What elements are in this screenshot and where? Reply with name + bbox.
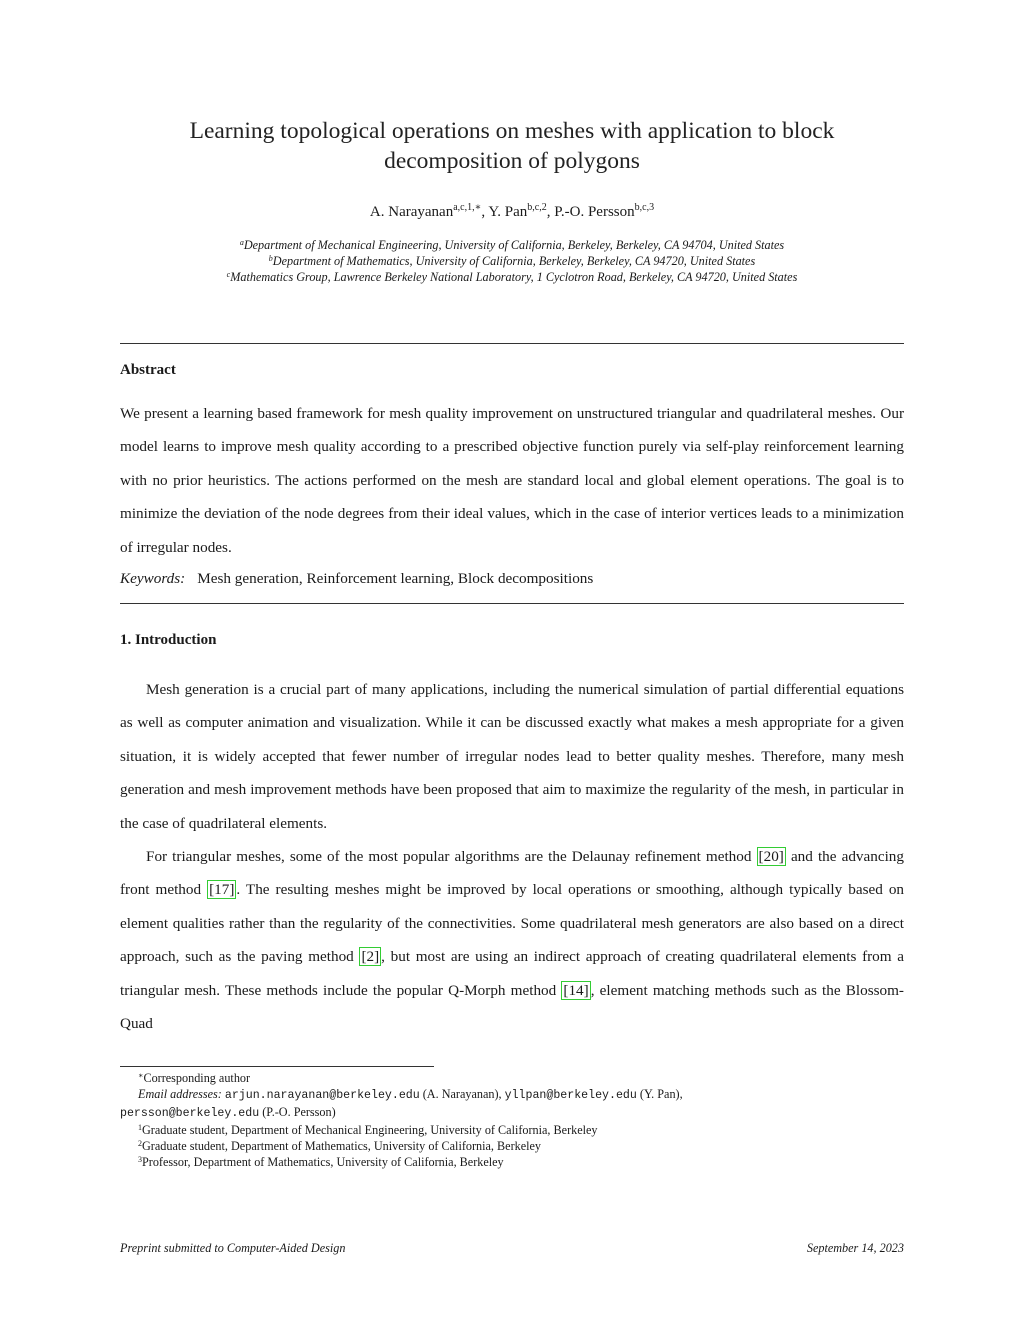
footnote-rule — [120, 1066, 434, 1067]
arxiv-sidebar — [20, 352, 76, 942]
paragraph-text: and the advancing front method — [120, 848, 904, 899]
abstract-bottom-rule — [120, 603, 904, 604]
introduction-body — [120, 673, 904, 1040]
footnote-3 — [120, 1154, 904, 1170]
author-affil-marks: a,c,1,∗ — [453, 202, 482, 213]
intro-paragraph-1: Mesh generation is a crucial part of many applications, including the numerical simulation of partial differential equations as well as computer animation and visualization. While it can be discussed exactly what makes a mesh appropriate for a given situation, it is widely accepted that fewer number of irregular nodes lead to better quality meshes. Therefore, many mesh generation and mesh improvement methods have been proposed that aim to maximize the regularity of the mesh, in particular in the case of quadrilateral elements. — [120, 681, 904, 832]
abstract-heading: Abstract — [120, 362, 176, 378]
footnote-text: Graduate student, Department of Mechanical Engineering, University of California, Berkeley — [142, 1123, 598, 1137]
abstract-text: We present a learning based framework for mesh quality improvement on unstructured triangular and quadrilateral meshes. Our model learns to improve mesh quality according to a prescribed objective function purely via self-play reinforcement learning with no prior heuristics. The actions performed on the mesh are standard local and global element operations. The goal is to minimize the deviation of the node degrees from their ideal values, which in the case of interior vertices leads to a minimization of irregular nodes. — [120, 405, 904, 556]
affiliation-mark: c — [226, 270, 231, 279]
keywords-label: Keywords: — [120, 570, 186, 587]
footnote-mark: 1 — [138, 1123, 142, 1132]
paragraph-text: , but most are using an indirect approach of creating quadrilateral elements from a triangular mesh. These methods include the popular Q-Morph method — [120, 948, 905, 999]
footnote-corresponding — [120, 1070, 904, 1086]
keywords-line — [120, 567, 904, 591]
abstract-body — [120, 397, 904, 564]
email-owner: (Y. Pan), — [636, 1087, 683, 1101]
email-link[interactable]: yllpan@berkeley.edu — [504, 1089, 637, 1102]
affiliation-mark: b — [268, 254, 273, 263]
author-affil-marks: b,c,2 — [527, 202, 547, 213]
affiliation-text: Department of Mechanical Engineering, University of California, Berkeley, Berkeley, CA 94704, United States — [243, 238, 785, 252]
affiliation-text: Mathematics Group, Lawrence Berkeley National Laboratory, 1 Cyclotron Road, Berkeley, CA 94720, United States — [230, 270, 798, 284]
page-footer — [120, 1241, 904, 1256]
email-link[interactable]: persson@berkeley.edu — [120, 1107, 260, 1120]
author-name: P.-O. Persson — [554, 204, 635, 220]
footnote-2 — [120, 1138, 904, 1154]
title-line-2: decomposition of polygons — [384, 148, 640, 174]
footnote-emails-cont — [120, 1104, 904, 1122]
paragraph-text: , element matching methods such as the Blossom-Quad — [120, 981, 904, 1033]
author-name: A. Narayanan — [369, 204, 454, 220]
paragraph-text: For triangular meshes, some of the most popular algorithms are the Delaunay refinement method — [146, 848, 757, 866]
affiliation-list — [120, 237, 904, 285]
footnote-mark: 2 — [138, 1139, 142, 1148]
footnote-1 — [120, 1122, 904, 1138]
abstract-top-rule — [120, 343, 904, 344]
affiliation-mark: a — [239, 238, 244, 247]
affiliation-text: Department of Mathematics, University of California, Berkeley, Berkeley, CA 94720, United States — [272, 254, 756, 268]
citation-link[interactable]: [20] — [758, 848, 784, 866]
footnote-mark: 3 — [138, 1155, 142, 1164]
email-link[interactable]: arjun.narayanan@berkeley.edu — [224, 1089, 420, 1102]
footnote-text: Professor, Department of Mathematics, University of California, Berkeley — [142, 1155, 504, 1169]
affiliation-item — [120, 269, 904, 285]
affiliation-item — [120, 253, 904, 269]
citation-link[interactable]: [2] — [361, 948, 380, 966]
footer-preprint-note: Preprint submitted to Computer-Aided Design — [120, 1241, 346, 1255]
email-owner: (P.-O. Persson) — [259, 1105, 336, 1119]
author-affil-marks: b,c,3 — [634, 202, 655, 213]
citation-link[interactable]: [17] — [209, 881, 235, 899]
paragraph-text: . The resulting meshes might be improved by local operations or smoothing, although typically based on element qualities rather than the regularity of the connectivities. Some quadrilateral mesh generators are also based on a direct approach, such as the paving method — [120, 881, 905, 966]
footer-date: September 14, 2023 — [806, 1241, 904, 1255]
footnote-emails — [120, 1086, 904, 1104]
intro-paragraph-2 — [120, 840, 904, 1040]
affiliation-item — [120, 237, 904, 253]
footnotes — [120, 1070, 904, 1170]
citation-link[interactable]: [14] — [563, 981, 589, 999]
author-list: A. Narayanan$^{a,c,1,∗}$, Y. Pan$^{b,c,2}$, P.-O. Persson$^{b,c,3}$ — [369, 202, 655, 220]
keywords-text: Mesh generation, Reinforcement learning, Block decompositions — [197, 570, 594, 587]
footnote-text: Graduate student, Department of Mathematics, University of California, Berkeley — [142, 1139, 542, 1153]
email-label: Email addresses: — [138, 1087, 222, 1101]
section-heading-introduction: 1. Introduction — [120, 632, 217, 648]
email-owner: (A. Narayanan), — [419, 1087, 505, 1101]
footnote-mark: ∗ — [138, 1071, 144, 1080]
author-name: Y. Pan — [488, 204, 528, 220]
paper-title — [120, 116, 904, 176]
title-line-1: Learning topological operations on meshes with application to block — [189, 118, 835, 144]
footnote-text: Corresponding author — [143, 1071, 251, 1085]
